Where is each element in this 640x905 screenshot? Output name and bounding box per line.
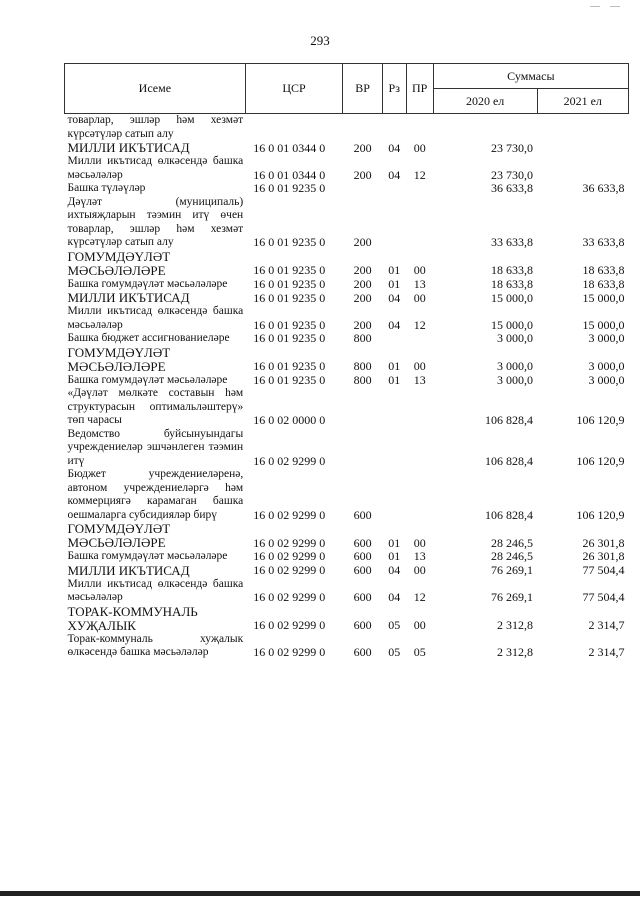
row-2020-cell: 23 730,0 <box>491 140 534 155</box>
row-rz-cell: 04 <box>388 290 401 305</box>
row-2020-cell: 76 269,1 <box>491 590 534 604</box>
row-csr-cell: 16 0 01 9235 0 <box>253 263 326 277</box>
row-pr-cell <box>406 196 433 250</box>
column-header-2021: 2021 ел <box>537 89 628 114</box>
table-row <box>65 605 629 633</box>
row-2021-cell: 18 633,8 <box>582 263 625 277</box>
table-row <box>65 278 629 292</box>
table-row <box>65 182 629 196</box>
row-csr-cell: 16 0 02 9299 0 <box>253 590 326 604</box>
row-name-cell: МИЛЛИ ИКЪТИСАД <box>67 290 190 305</box>
row-csr-cell: 16 0 01 0344 0 <box>253 140 326 155</box>
row-name-cell: ГОМУМДӘҮЛӘТ МӘСЬӘЛӘЛӘРЕ <box>67 344 171 374</box>
row-rz-cell <box>382 428 406 469</box>
scan-mark <box>610 6 620 7</box>
row-name-cell: ТОРАК-КОММУНАЛЬ ХУҖАЛЫК <box>67 603 198 633</box>
row-2021-cell: 106 120,9 <box>576 413 625 427</box>
row-name-cell: «Дәүләт мөлкәте составын һәм структурасын оптимальләштерү» төп чарасы <box>67 387 244 426</box>
row-vr-cell: 200 <box>353 263 372 277</box>
row-2020-cell: 28 246,5 <box>491 549 534 563</box>
row-csr-cell: 16 0 02 9299 0 <box>253 645 326 659</box>
row-pr-cell: 00 <box>413 263 426 277</box>
row-rz-cell <box>382 468 406 522</box>
row-name-cell: Башка гомумдәүләт мәсьәләләре <box>67 373 228 386</box>
row-2020-cell: 106 828,4 <box>485 413 534 427</box>
table-body <box>65 114 629 660</box>
table-row <box>65 250 629 278</box>
row-vr-cell: 600 <box>353 590 372 604</box>
row-vr-cell: 200 <box>353 235 372 249</box>
table-row <box>65 196 629 250</box>
row-2021-cell: 106 120,9 <box>576 507 625 522</box>
table-row <box>65 346 629 374</box>
row-vr-cell: 600 <box>353 535 372 550</box>
row-2020-cell: 3 000,0 <box>497 359 534 373</box>
table-row <box>65 332 629 346</box>
row-pr-cell: 05 <box>413 645 426 659</box>
table-row <box>65 155 629 182</box>
row-rz-cell: 04 <box>388 317 401 332</box>
table-row <box>65 633 629 660</box>
row-vr-cell: 800 <box>353 331 372 345</box>
row-csr-cell: 16 0 02 9299 0 <box>253 563 326 577</box>
row-2020-cell: 18 633,8 <box>491 276 534 291</box>
row-2021-cell: 3 000,0 <box>588 359 625 373</box>
row-pr-cell: 00 <box>413 140 426 155</box>
row-2020-cell: 18 633,8 <box>491 263 534 277</box>
row-csr-cell: 16 0 02 9299 0 <box>253 453 326 468</box>
row-name-cell: МИЛЛИ ИКЪТИСАД <box>67 562 190 578</box>
table-row <box>65 468 629 522</box>
row-pr-cell <box>406 468 433 522</box>
row-name-cell: Торак-коммуналь хуҗалык өлкәсендә башка мәсьәләләр <box>67 632 244 658</box>
row-2020-cell: 106 828,4 <box>485 453 534 468</box>
row-2021-cell: 3 000,0 <box>588 331 625 345</box>
row-pr-cell: 12 <box>413 317 426 332</box>
row-csr-cell: 16 0 02 9299 0 <box>253 535 326 550</box>
row-name-cell: Башка түләүләр <box>67 182 146 194</box>
row-2021-cell: 26 301,8 <box>582 549 625 563</box>
column-header-rz: Рз <box>382 64 406 114</box>
row-name-cell: Ведомство буйсынуындагы учреждениеләр эшчәнлеген тәэмин итү <box>67 427 244 467</box>
row-name-cell: Дәүләт (муниципаль) ихтыяҗларын тәэмин итү өчен товарлар, эшләр һәм хезмәт күрсәтүләр сатып алу <box>67 195 244 248</box>
row-rz-cell: 04 <box>388 563 401 577</box>
row-vr-cell <box>343 428 382 469</box>
row-vr-cell: 200 <box>353 290 372 305</box>
table-row <box>65 114 629 142</box>
row-2020-cell: 106 828,4 <box>485 507 534 522</box>
row-pr-cell <box>406 182 433 196</box>
row-name-cell: Милли икътисад өлкәсендә башка мәсьәләләр <box>67 305 244 331</box>
row-name-cell: Башка гомумдәүләт мәсьәләләре <box>67 550 228 562</box>
row-rz-cell <box>382 387 406 428</box>
row-2021-cell: 77 504,4 <box>582 563 625 577</box>
row-name-cell: товарлар, эшләр һәм хезмәт күрсәтүләр сатып алу <box>67 114 244 140</box>
row-vr-cell <box>343 114 382 142</box>
row-vr-cell: 600 <box>353 618 372 632</box>
row-rz-cell: 05 <box>388 618 401 632</box>
row-csr-cell <box>245 114 343 142</box>
row-2020-cell: 15 000,0 <box>491 290 534 305</box>
row-2021-cell <box>537 141 628 155</box>
row-csr-cell: 16 0 02 0000 0 <box>253 413 326 427</box>
row-csr-cell: 16 0 01 9235 0 <box>253 317 326 332</box>
row-2021-cell <box>537 155 628 182</box>
table-row <box>65 428 629 469</box>
row-pr-cell: 12 <box>413 590 426 604</box>
row-rz-cell: 01 <box>388 372 401 387</box>
header-row-1 <box>65 64 629 89</box>
row-2021-cell: 106 120,9 <box>576 453 625 468</box>
row-name-cell: Милли икътисад өлкәсендә башка мәсьәләләр <box>67 155 244 181</box>
row-vr-cell: 200 <box>353 140 372 155</box>
row-name-cell: Башка гомумдәүләт мәсьәләләре <box>67 277 228 290</box>
row-pr-cell: 00 <box>413 535 426 550</box>
column-header-sums: Суммасы <box>433 64 628 89</box>
row-2020-cell: 36 633,8 <box>491 181 534 195</box>
row-rz-cell: 01 <box>388 359 401 373</box>
row-2021-cell: 15 000,0 <box>582 290 625 305</box>
row-pr-cell <box>406 387 433 428</box>
column-header-pr: ПР <box>406 64 433 114</box>
row-csr-cell: 16 0 02 9299 0 <box>253 618 326 632</box>
row-2020-cell: 2 312,8 <box>497 618 534 632</box>
row-rz-cell: 01 <box>388 276 401 291</box>
column-header-name: Исеме <box>65 64 246 114</box>
row-2020-cell: 15 000,0 <box>491 317 534 332</box>
row-2021-cell: 77 504,4 <box>582 590 625 604</box>
row-2020-cell: 3 000,0 <box>497 372 534 387</box>
row-csr-cell: 16 0 01 9235 0 <box>253 235 326 249</box>
table-row <box>65 550 629 564</box>
row-name-cell: МИЛЛИ ИКЪТИСАД <box>67 140 190 155</box>
row-2021-cell: 2 314,7 <box>588 618 625 632</box>
scan-bottom-border <box>0 891 640 896</box>
column-header-2020: 2020 ел <box>433 89 537 114</box>
row-name-cell: Бюджет учреждениеләренә, автоном учреждениеләргә һәм коммерциягә карамаган башка оешмаларга субсидияләр бирү <box>67 468 244 521</box>
row-csr-cell: 16 0 01 9235 0 <box>253 331 326 345</box>
row-pr-cell: 00 <box>413 359 426 373</box>
budget-table <box>64 63 629 660</box>
row-2021-cell: 15 000,0 <box>582 317 625 332</box>
row-rz-cell: 04 <box>388 140 401 155</box>
table-row <box>65 387 629 428</box>
table-row <box>65 141 629 155</box>
row-vr-cell: 600 <box>353 549 372 563</box>
row-pr-cell: 12 <box>413 167 426 182</box>
row-rz-cell: 01 <box>388 263 401 277</box>
row-vr-cell: 200 <box>353 276 372 291</box>
row-2021-cell <box>537 114 628 142</box>
row-name-cell: ГОМУМДӘҮЛӘТ МӘСЬӘЛӘЛӘРЕ <box>67 521 171 550</box>
row-pr-cell <box>406 114 433 142</box>
row-vr-cell <box>343 387 382 428</box>
row-rz-cell: 01 <box>388 535 401 550</box>
row-rz-cell <box>382 182 406 196</box>
row-csr-cell: 16 0 01 0344 0 <box>253 167 326 182</box>
row-name-cell: Башка бюджет ассигнованиеләре <box>67 332 230 344</box>
page-number: 293 <box>310 33 330 48</box>
row-pr-cell <box>406 428 433 469</box>
row-vr-cell <box>343 182 382 196</box>
scan-mark <box>590 6 600 7</box>
row-vr-cell: 600 <box>353 563 372 577</box>
column-header-vr: ВР <box>343 64 382 114</box>
row-vr-cell: 200 <box>353 167 372 182</box>
table-row <box>65 564 629 578</box>
row-csr-cell: 16 0 01 9235 0 <box>253 359 326 373</box>
row-2021-cell: 18 633,8 <box>582 276 625 291</box>
row-pr-cell <box>406 332 433 346</box>
row-pr-cell: 13 <box>413 549 426 563</box>
row-2020-cell <box>433 114 537 142</box>
row-rz-cell: 05 <box>388 645 401 659</box>
row-csr-cell: 16 0 01 9235 0 <box>253 181 326 195</box>
table-row <box>65 291 629 305</box>
row-rz-cell: 04 <box>388 167 401 182</box>
row-2020-cell: 23 730,0 <box>491 167 534 182</box>
row-2021-cell: 26 301,8 <box>582 535 625 550</box>
row-2020-cell: 76 269,1 <box>491 563 534 577</box>
row-rz-cell <box>382 114 406 142</box>
table-row <box>65 305 629 332</box>
row-pr-cell: 13 <box>413 276 426 291</box>
row-csr-cell: 16 0 01 9235 0 <box>253 290 326 305</box>
table-row <box>65 522 629 550</box>
row-2021-cell: 3 000,0 <box>588 372 625 387</box>
row-pr-cell: 00 <box>413 618 426 632</box>
row-2020-cell: 2 312,8 <box>497 645 534 659</box>
row-2020-cell: 3 000,0 <box>497 331 534 345</box>
row-pr-cell: 00 <box>413 563 426 577</box>
row-vr-cell: 200 <box>353 317 372 332</box>
row-2021-cell: 33 633,8 <box>582 235 625 249</box>
row-vr-cell: 600 <box>353 507 372 522</box>
column-header-csr: ЦСР <box>245 64 343 114</box>
row-rz-cell: 04 <box>388 590 401 604</box>
row-2021-cell: 36 633,8 <box>582 181 625 195</box>
row-pr-cell: 00 <box>413 290 426 305</box>
row-csr-cell: 16 0 02 9299 0 <box>253 549 326 563</box>
row-csr-cell: 16 0 01 9235 0 <box>253 372 326 387</box>
row-2020-cell: 28 246,5 <box>491 535 534 550</box>
row-vr-cell: 800 <box>353 372 372 387</box>
row-vr-cell: 600 <box>353 645 372 659</box>
row-rz-cell <box>382 196 406 250</box>
row-2020-cell: 33 633,8 <box>491 235 534 249</box>
row-csr-cell: 16 0 01 9235 0 <box>253 276 326 291</box>
row-pr-cell: 13 <box>413 372 426 387</box>
row-rz-cell: 01 <box>388 549 401 563</box>
table-row <box>65 578 629 605</box>
row-rz-cell <box>382 332 406 346</box>
row-name-cell: ГОМУМДӘҮЛӘТ МӘСЬӘЛӘЛӘРЕ <box>67 248 171 278</box>
row-vr-cell: 800 <box>353 359 372 373</box>
row-name-cell: Милли икътисад өлкәсендә башка мәсьәләләр <box>67 577 244 603</box>
row-csr-cell: 16 0 02 9299 0 <box>253 507 326 522</box>
table-row <box>65 374 629 388</box>
row-2021-cell: 2 314,7 <box>588 645 625 659</box>
